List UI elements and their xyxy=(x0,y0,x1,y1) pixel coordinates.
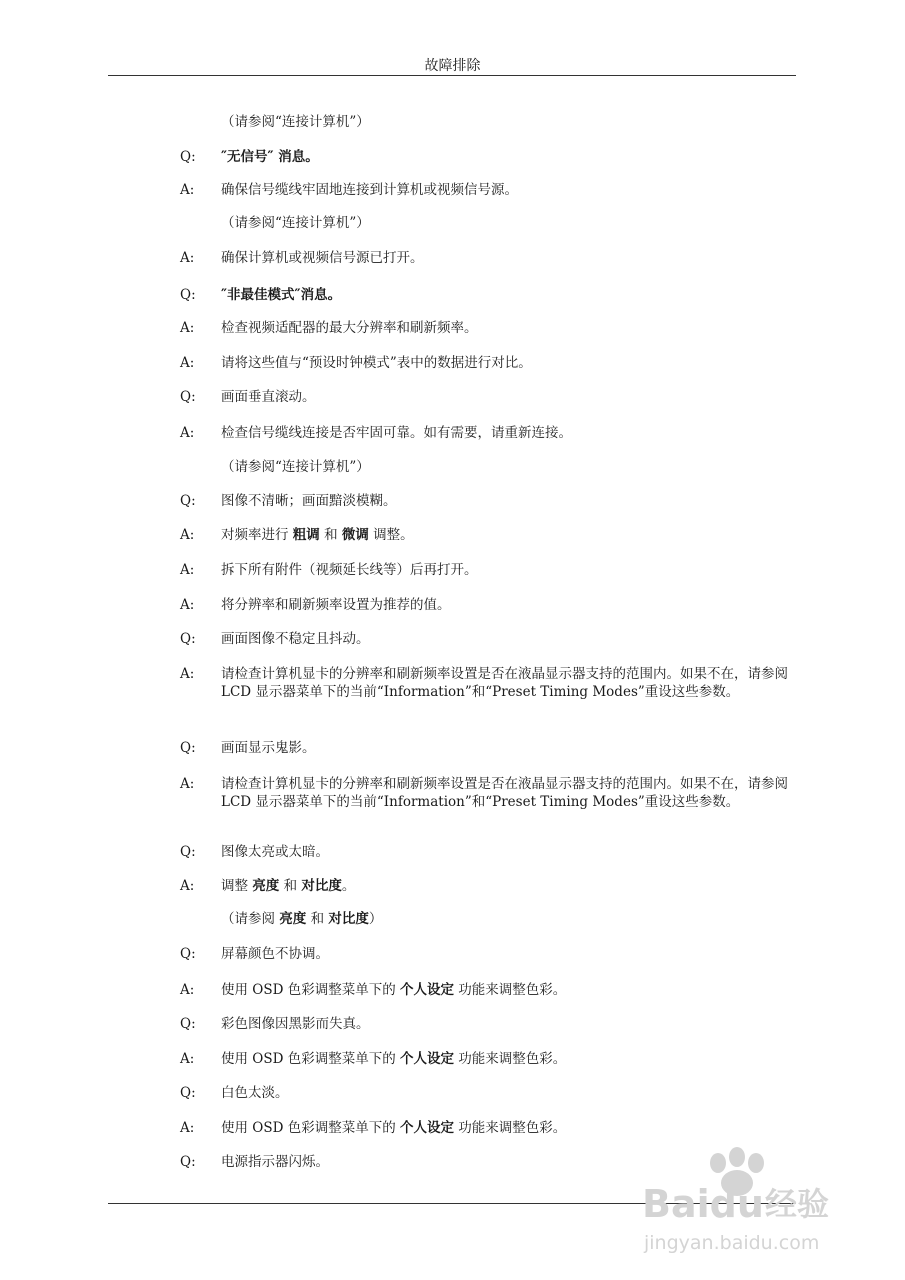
faq-text xyxy=(221,181,801,199)
faq-text-part: 。 xyxy=(341,878,356,894)
watermark-url: jingyan.baidu.com xyxy=(644,1232,820,1254)
faq-text-part: 白色太淡。 xyxy=(221,1085,289,1101)
faq-text-part: 使用 OSD 色彩调整菜单下的 xyxy=(221,1051,401,1067)
faq-label: A: xyxy=(180,878,195,894)
faq-label: A: xyxy=(180,562,195,578)
faq-text-part: 图像太亮或太暗。 xyxy=(221,844,329,860)
faq-emphasis: 对比度 xyxy=(328,911,369,927)
faq-text xyxy=(221,424,801,442)
watermark-brand: Baidu xyxy=(642,1182,764,1226)
faq-label: Q: xyxy=(180,1085,196,1101)
faq-text xyxy=(221,981,801,999)
faq-text xyxy=(221,561,801,579)
faq-label: Q: xyxy=(180,1016,196,1032)
faq-label: A: xyxy=(180,355,195,371)
faq-emphasis: 粗调 xyxy=(292,527,320,543)
faq-text-part: 和 xyxy=(319,527,342,543)
faq-label: Q: xyxy=(180,740,196,756)
faq-text xyxy=(221,388,801,406)
faq-text xyxy=(221,214,801,232)
faq-text-part: 功能来调整色彩。 xyxy=(454,1120,567,1136)
faq-label: Q: xyxy=(180,149,196,165)
faq-text xyxy=(221,319,801,337)
faq-text-part: （请参阅“连接计算机”） xyxy=(221,114,370,130)
faq-text-part: 画面图像不稳定且抖动。 xyxy=(221,631,370,647)
faq-text xyxy=(221,148,801,166)
faq-text-part: ） xyxy=(368,911,383,927)
faq-text-part: 画面显示鬼影。 xyxy=(221,740,316,756)
faq-label: Q: xyxy=(180,946,196,962)
faq-text xyxy=(221,1015,801,1033)
faq-text-part: 确保计算机或视频信号源已打开。 xyxy=(221,250,424,266)
faq-label: A: xyxy=(180,320,195,336)
faq-label: A: xyxy=(180,776,195,792)
faq-text-part: 请将这些值与“预设时钟模式”表中的数据进行对比。 xyxy=(221,355,532,371)
faq-emphasis: 对比度 xyxy=(301,878,342,894)
faq-text xyxy=(221,843,801,861)
faq-label: A: xyxy=(180,597,195,613)
faq-text-part: 使用 OSD 色彩调整菜单下的 xyxy=(221,982,401,998)
faq-text-part: 画面垂直滚动。 xyxy=(221,389,316,405)
faq-text-part: ″无信号″ xyxy=(221,149,274,165)
faq-label: A: xyxy=(180,250,195,266)
faq-label: Q: xyxy=(180,631,196,647)
faq-text-part: 拆下所有附件（视频延长线等）后再打开。 xyxy=(221,562,478,578)
watermark-cn: 经验 xyxy=(765,1185,830,1223)
faq-emphasis: 消息。 xyxy=(300,287,342,303)
faq-emphasis: 亮度 xyxy=(279,911,307,927)
faq-label: Q: xyxy=(180,844,196,860)
faq-text-part: 对频率进行 xyxy=(221,527,293,543)
faq-text-part: （请参阅“连接计算机”） xyxy=(221,215,370,231)
faq-text xyxy=(221,596,801,614)
faq-label: A: xyxy=(180,527,195,543)
faq-text-part: 确保信号缆线牢固地连接到计算机或视频信号源。 xyxy=(221,182,518,198)
faq-text xyxy=(221,492,801,510)
faq-text xyxy=(221,113,801,131)
faq-text xyxy=(221,458,801,476)
faq-label: A: xyxy=(180,1120,195,1136)
faq-label: A: xyxy=(180,982,195,998)
faq-text-part: 和 xyxy=(306,911,329,927)
faq-text-part: 电源指示器闪烁。 xyxy=(221,1154,329,1170)
faq-text xyxy=(221,1084,801,1102)
faq-text xyxy=(221,1119,801,1137)
faq-text-part: （请参阅 xyxy=(221,911,280,927)
baidu-jingyan-watermark xyxy=(640,1145,870,1275)
faq-label: Q: xyxy=(180,389,196,405)
faq-emphasis: 个人设定 xyxy=(400,1120,455,1136)
faq-text-part: 检查信号缆线连接是否牢固可靠。如有需要，请重新连接。 xyxy=(221,425,572,441)
faq-emphasis: 个人设定 xyxy=(400,982,455,998)
faq-text-part: 屏幕颜色不协调。 xyxy=(221,946,329,962)
faq-text-part: 调整。 xyxy=(368,527,414,543)
faq-text xyxy=(221,526,801,544)
page-header-title: 故障排除 xyxy=(424,58,481,74)
faq-text xyxy=(221,877,801,895)
faq-text xyxy=(221,630,801,648)
faq-label: Q: xyxy=(180,1154,196,1170)
faq-label: Q: xyxy=(180,493,196,509)
faq-text-part: 检查视频适配器的最大分辨率和刷新频率。 xyxy=(221,320,478,336)
faq-label: A: xyxy=(180,1051,195,1067)
faq-text xyxy=(221,249,801,267)
faq-text xyxy=(221,286,801,304)
faq-label: A: xyxy=(180,666,195,682)
faq-emphasis: 消息。 xyxy=(273,149,319,165)
faq-text-part: 调整 xyxy=(221,878,253,894)
faq-text-part: 图像不清晰；画面黯淡模糊。 xyxy=(221,493,397,509)
faq-emphasis: 个人设定 xyxy=(400,1051,455,1067)
header-divider xyxy=(108,75,796,76)
faq-label: A: xyxy=(180,182,195,198)
faq-text-part: ″非最佳模式″ xyxy=(221,287,301,303)
faq-text-part: 使用 OSD 色彩调整菜单下的 xyxy=(221,1120,401,1136)
faq-text-part: 功能来调整色彩。 xyxy=(454,982,567,998)
faq-text xyxy=(221,910,801,928)
faq-text xyxy=(221,739,801,757)
faq-text-part: （请参阅“连接计算机”） xyxy=(221,459,370,475)
faq-text-part: 功能来调整色彩。 xyxy=(454,1051,567,1067)
faq-emphasis: 亮度 xyxy=(252,878,280,894)
faq-text xyxy=(221,354,801,372)
faq-text-part: 请检查计算机显卡的分辨率和刷新频率设置是否在液晶显示器支持的范围内。如果不在，请参阅 LCD 显示器菜单下的当前“Information”和“Preset Timing Modes”重设这些参数。 xyxy=(221,776,788,810)
faq-text xyxy=(221,665,801,701)
faq-emphasis: 微调 xyxy=(341,527,369,543)
faq-label: A: xyxy=(180,425,195,441)
faq-text xyxy=(221,945,801,963)
faq-text-part: 将分辨率和刷新频率设置为推荐的值。 xyxy=(221,597,451,613)
faq-label: Q: xyxy=(180,287,196,303)
faq-text xyxy=(221,1050,801,1068)
faq-text-part: 彩色图像因黑影而失真。 xyxy=(221,1016,370,1032)
faq-text-part: 请检查计算机显卡的分辨率和刷新频率设置是否在液晶显示器支持的范围内。如果不在，请参阅 LCD 显示器菜单下的当前“Information”和“Preset Timing Modes”重设这些参数。 xyxy=(221,666,788,700)
faq-text-part: 和 xyxy=(279,878,302,894)
faq-text xyxy=(221,775,801,811)
